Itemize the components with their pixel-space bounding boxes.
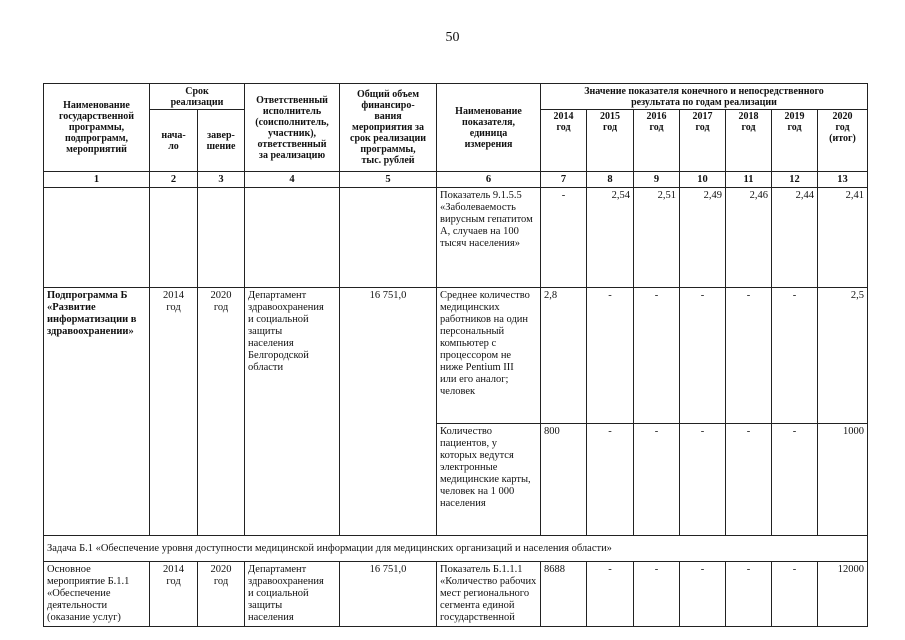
value-2018: - [726,562,772,627]
header-year-2020: 2020 год (итог) [818,110,868,172]
value-2020: 1000 [818,424,868,536]
value-2019: - [772,562,818,627]
indicator-cell: Показатель Б.1.1.1 «Количество рабочих мест регионального сегмента единой государственной [437,562,541,627]
end-cell: 2020 год [198,562,245,627]
indicator-cell: Количество пациентов, у которых ведутся электронные медицинские карты, человек на 1 000 населения [437,424,541,536]
program-name-cell: Подпрограмма Б «Развитие информатизации в здравоохранении» [44,288,150,536]
indicator-cell: Показатель 9.1.5.5 «Заболеваемость вирусным гепатитом А, случаев на 100 тысяч населения» [437,188,541,288]
value-2020: 12000 [818,562,868,627]
funding-cell: 16 751,0 [340,562,437,627]
column-number: 5 [340,172,437,188]
empty-cell [44,188,150,288]
end-cell: 2020 год [198,288,245,536]
table-row [44,188,868,288]
header-term: Срок реализации [150,84,245,110]
empty-cell [245,188,340,288]
column-number: 10 [680,172,726,188]
header-year-2019: 2019 год [772,110,818,172]
value-2018: 2,46 [726,188,772,288]
empty-cell [198,188,245,288]
column-number: 2 [150,172,198,188]
value-2016: - [634,288,680,424]
table-row [44,288,868,424]
header-responsible: Ответственный исполнитель (соисполнитель, участник), ответственный за реализацию [245,84,340,172]
value-2017: - [680,424,726,536]
column-number: 1 [44,172,150,188]
value-2014: - [541,188,587,288]
value-2018: - [726,424,772,536]
value-2014: 2,8 [541,288,587,424]
value-2019: 2,44 [772,188,818,288]
header-year-2014: 2014 год [541,110,587,172]
header-year-2018: 2018 год [726,110,772,172]
header-year-2015: 2015 год [587,110,634,172]
empty-cell [340,188,437,288]
value-2017: - [680,288,726,424]
table-row [44,562,868,627]
start-cell: 2014 год [150,562,198,627]
value-2017: - [680,562,726,627]
column-number: 12 [772,172,818,188]
value-2020: 2,5 [818,288,868,424]
column-number: 8 [587,172,634,188]
program-table [43,83,868,627]
header-start: нача- ло [150,110,198,172]
value-2016: - [634,424,680,536]
column-number: 3 [198,172,245,188]
column-number: 6 [437,172,541,188]
value-2020: 2,41 [818,188,868,288]
responsible-cell: Департамент здравоохранения и социальной защиты населения Белгородской области [245,288,340,536]
column-number: 4 [245,172,340,188]
header-program-name: Наименование государственной программы, подпрограмм, мероприятий [44,84,150,172]
value-2019: - [772,288,818,424]
column-numbers-row [44,172,868,188]
value-2016: - [634,562,680,627]
value-2015: - [587,562,634,627]
header-year-2016: 2016 год [634,110,680,172]
start-cell: 2014 год [150,288,198,536]
value-2015: 2,54 [587,188,634,288]
header-year-2017: 2017 год [680,110,726,172]
header-indicator: Наименование показателя, единица измерения [437,84,541,172]
value-2014: 800 [541,424,587,536]
value-2016: 2,51 [634,188,680,288]
value-2015: - [587,288,634,424]
funding-cell: 16 751,0 [340,288,437,536]
program-name-cell: Основное мероприятие Б.1.1 «Обеспечение деятельности (оказание услуг) [44,562,150,627]
responsible-cell: Департамент здравоохранения и социальной защиты населения [245,562,340,627]
value-2014: 8688 [541,562,587,627]
header-end: завер- шение [198,110,245,172]
column-number: 9 [634,172,680,188]
value-2017: 2,49 [680,188,726,288]
header-values-group: Значение показателя конечного и непосредственного результата по годам реализации [541,84,868,110]
value-2019: - [772,424,818,536]
column-number: 11 [726,172,772,188]
value-2018: - [726,288,772,424]
empty-cell [150,188,198,288]
task-cell: Задача Б.1 «Обеспечение уровня доступности медицинской информации для медицинских организаций и населения области» [44,536,868,562]
header-funding: Общий объем финансиро- вания мероприятия за срок реализации программы, тыс. рублей [340,84,437,172]
column-number: 7 [541,172,587,188]
indicator-cell: Среднее количество медицинских работников на один персональный компьютер с процессором не ниже Pentium III или его аналог; человек [437,288,541,424]
value-2015: - [587,424,634,536]
page-number: 50 [445,30,460,45]
task-row [44,536,868,562]
column-number: 13 [818,172,868,188]
